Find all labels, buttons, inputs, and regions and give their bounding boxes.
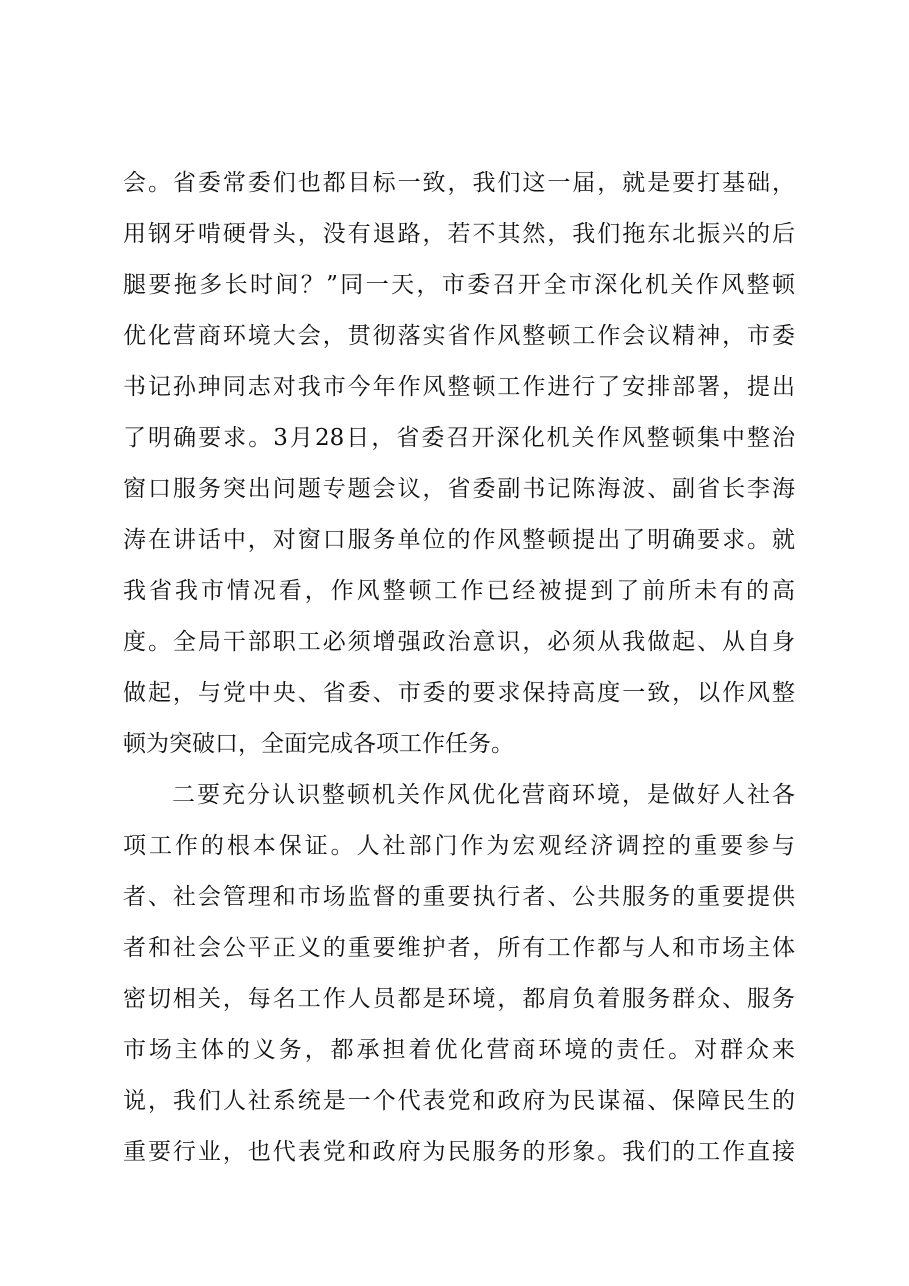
paragraph-2-line-7: 说，我们人社系统是一个代表党和政府为民谋福、保障民生的 [123,1088,795,1114]
paragraph-1-line-10: 度。全局干部职工必须增强政治意识，必须从我做起、从自身 [123,629,795,655]
paragraph-2-line-6: 市场主体的义务，都承担着优化营商环境的责任。对群众来 [123,1037,795,1063]
paragraph-2-line-8: 重要行业，也代表党和政府为民服务的形象。我们的工作直接 [123,1139,795,1165]
paragraph-1-line-12: 顿为突破口，全面完成各项工作任务。 [123,731,514,757]
paragraph-2-line-2: 项工作的根本保证。人社部门作为宏观经济调控的重要参与 [123,833,795,859]
paragraph-1-line-6: 了明确要求。3月28日，省委召开深化机关作风整顿集中整治 [123,425,795,451]
paragraph-2-line-1: 二要充分认识整顿机关作风优化营商环境，是做好人社各 [172,782,795,808]
paragraph-1-line-1: 会。省委常委们也都目标一致，我们这一届，就是要打基础， [123,170,795,196]
paragraph-1-line-7: 窗口服务突出问题专题会议，省委副书记陈海波、副省长李海 [123,476,795,502]
paragraph-2-line-4: 者和社会公平正义的重要维护者，所有工作都与人和市场主体 [123,935,795,961]
paragraph-1-line-4: 优化营商环境大会，贯彻落实省作风整顿工作会议精神，市委 [123,323,795,349]
paragraph-1-line-11: 做起，与党中央、省委、市委的要求保持高度一致，以作风整 [123,680,795,706]
paragraph-1-line-5: 书记孙珅同志对我市今年作风整顿工作进行了安排部署，提出 [123,374,795,400]
paragraph-1-line-8: 涛在讲话中，对窗口服务单位的作风整顿提出了明确要求。就 [123,527,795,553]
paragraph-1-line-3: 腿要拖多长时间？”同一天，市委召开全市深化机关作风整顿 [123,272,795,298]
paragraph-2-line-3: 者、社会管理和市场监督的重要执行者、公共服务的重要提供 [123,884,795,910]
paragraph-1-line-9: 我省我市情况看，作风整顿工作已经被提到了前所未有的高 [123,578,795,604]
paragraph-1-line-2: 用钢牙啃硬骨头，没有退路，若不其然，我们拖东北振兴的后 [123,221,795,247]
paragraph-2-line-5: 密切相关，每名工作人员都是环境，都肩负着服务群众、服务 [123,986,795,1012]
